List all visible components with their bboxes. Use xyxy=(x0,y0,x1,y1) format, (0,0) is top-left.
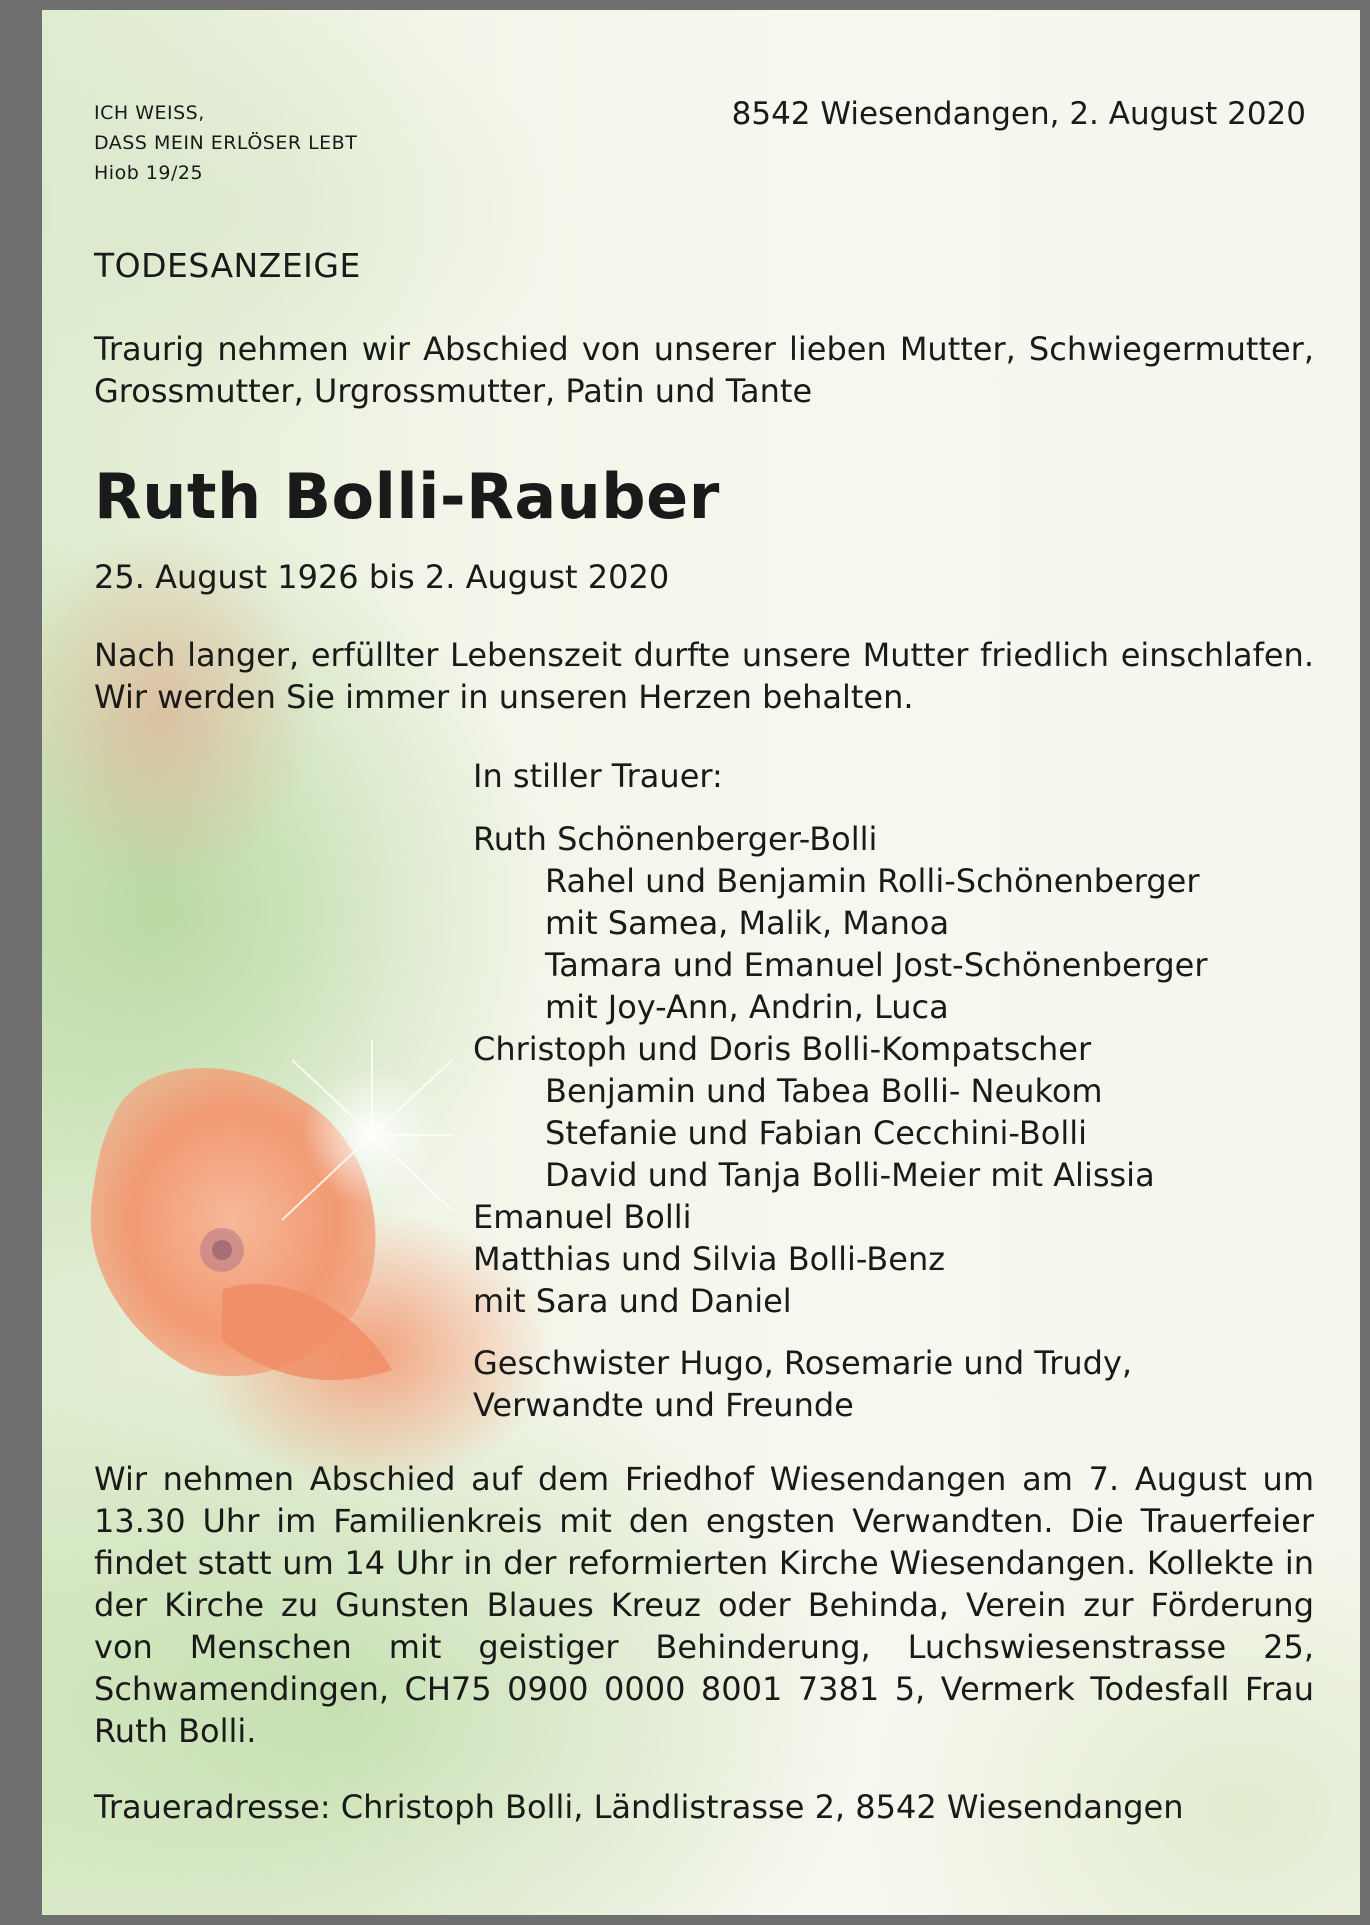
obituary-content xyxy=(42,10,1360,1915)
message-text: Nach langer, erfüllter Lebenszeit durfte unsere Mutter friedlich einschlafen. Wir werden Sie immer in unseren Herzen behalten. xyxy=(94,636,1314,716)
funeral-info: Wir nehmen Abschied auf dem Friedhof Wiesendangen am 7. August um 13.30 Uhr im Familienkreis mit den engsten Verwandten. Die Trauerfeier findet statt um 14 Uhr in der reformierten Kirche Wiesendangen. Kollekte in der Kirche zu Gunsten Blaues Kreuz oder Behinda, Verein zur Förderung von Menschen mit geistiger Behinderung, Luchswiesenstrasse 25, Schwamendingen, CH75 0900 0000 8001 7381 5, Vermerk Todesfall Frau Ruth Bolli. xyxy=(94,1460,1314,1750)
relatives-line-2: Verwandte und Freunde xyxy=(473,1386,854,1424)
relatives-line-1: Geschwister Hugo, Rosemarie und Trudy, xyxy=(473,1344,1133,1382)
mourners-title: In stiller Trauer: xyxy=(473,757,723,795)
motto-line-3: Hiob 19/25 xyxy=(94,162,204,184)
mourner-entry: Matthias und Silvia Bolli-Benz xyxy=(473,1240,946,1278)
mourner-entry: Stefanie und Fabian Cecchini-Bolli xyxy=(545,1114,1088,1152)
mourner-entry: Rahel und Benjamin Rolli-Schönenberger xyxy=(545,862,1200,900)
mourner-entry: Tamara und Emanuel Jost-Schönenberger xyxy=(545,946,1208,984)
mourner-entry: mit Sara und Daniel xyxy=(473,1282,792,1320)
mourner-entry: mit Joy-Ann, Andrin, Luca xyxy=(545,988,949,1026)
mourner-entry: David und Tanja Bolli-Meier mit Alissia xyxy=(545,1156,1155,1194)
mourner-entry: Ruth Schönenberger-Bolli xyxy=(473,820,878,858)
mourner-entry: Christoph und Doris Bolli-Kompatscher xyxy=(473,1030,1092,1068)
mourner-entry: Emanuel Bolli xyxy=(473,1198,692,1236)
mourning-address: Traueradresse: Christoph Bolli, Ländlistrasse 2, 8542 Wiesendangen xyxy=(94,1788,1184,1826)
place-date: 8542 Wiesendangen, 2. August 2020 xyxy=(731,96,1306,132)
deceased-name: Ruth Bolli-Rauber xyxy=(94,460,720,533)
mourner-entry: Benjamin und Tabea Bolli- Neukom xyxy=(545,1072,1103,1110)
motto xyxy=(94,98,357,188)
motto-line-1: ICH WEISS, xyxy=(94,102,205,124)
heading: TODESANZEIGE xyxy=(94,246,361,285)
mourners-list xyxy=(473,818,1207,1322)
intro-text: Traurig nehmen wir Abschied von unserer lieben Mutter, Schwiegermutter, Grossmutter, Urgrossmutter, Patin und Tante xyxy=(94,330,1314,410)
obituary-card xyxy=(42,10,1360,1915)
relatives xyxy=(473,1342,1132,1426)
motto-line-2: DASS MEIN ERLÖSER LEBT xyxy=(94,132,358,154)
mourner-entry: mit Samea, Malik, Manoa xyxy=(545,904,950,942)
lifespan: 25. August 1926 bis 2. August 2020 xyxy=(94,558,670,596)
